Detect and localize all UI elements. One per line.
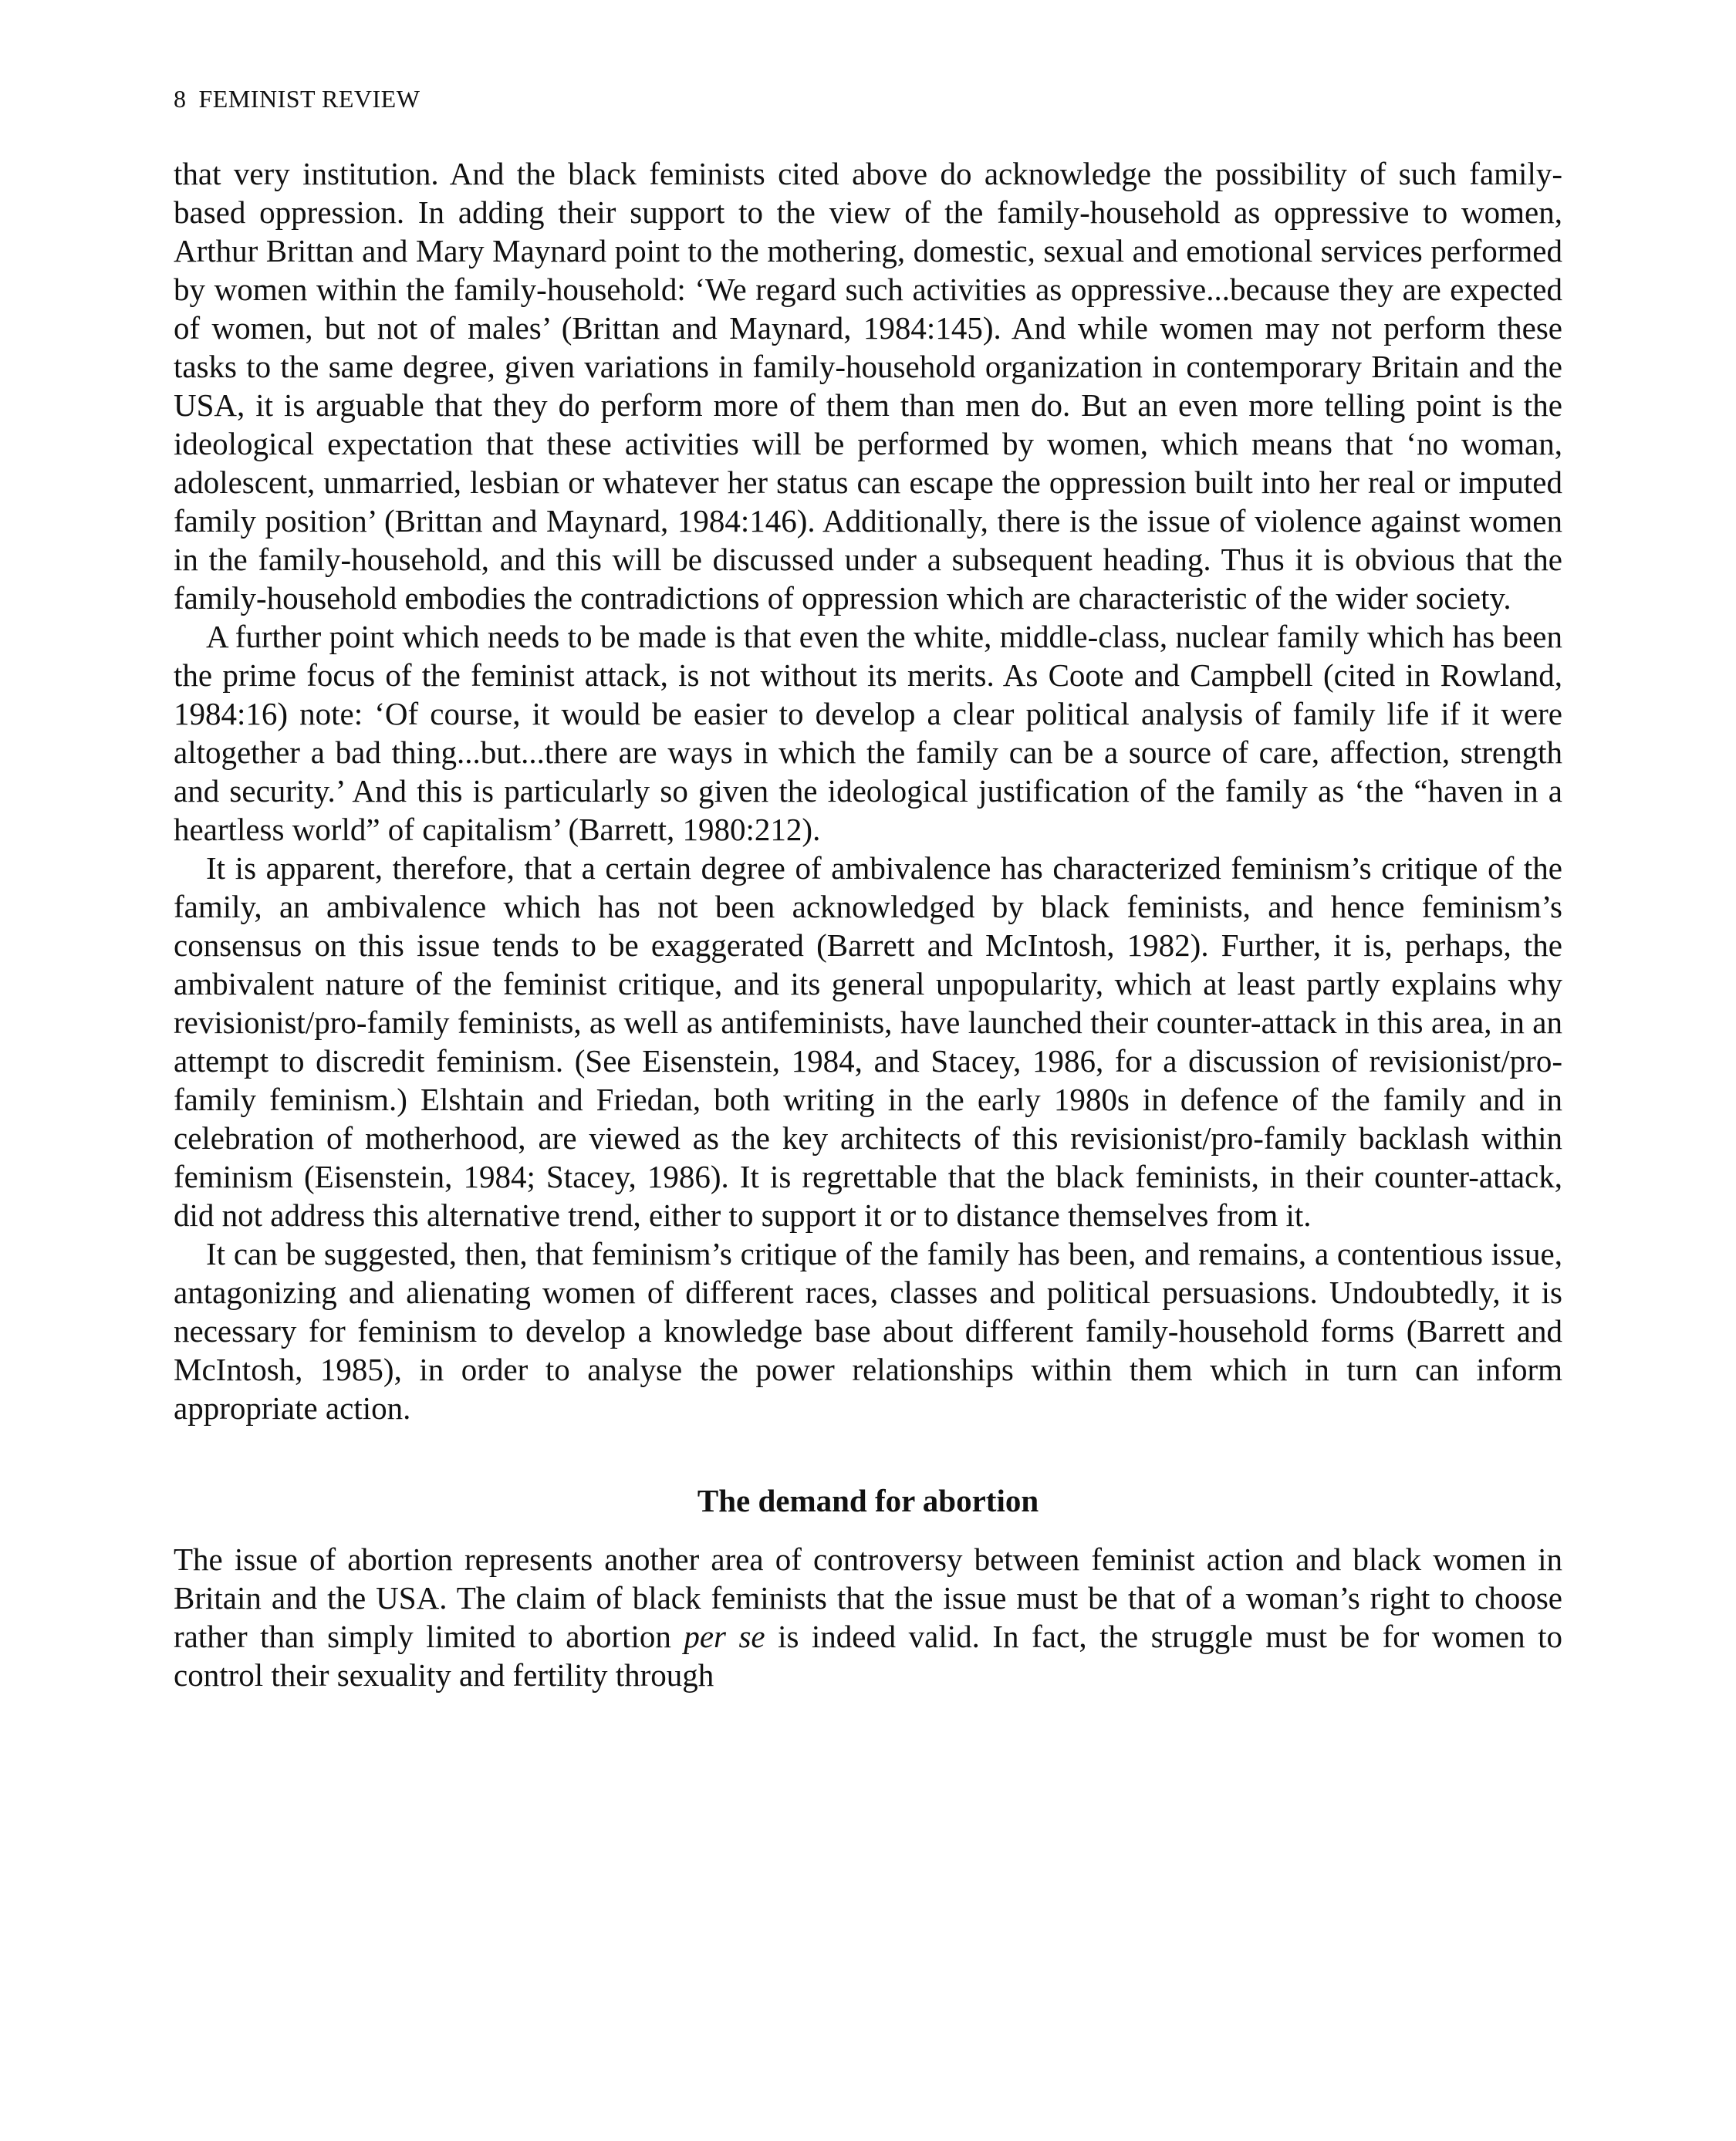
paragraph: It is apparent, therefore, that a certain degree of ambivalence has characterized feminism’s critique of the family, an ambivalence which has not been acknowledged by black feminists, and hence feminism’s consensus on this issue tends to be exaggerated (Barrett and McIntosh, 1982). Further, it is, perhaps, the ambivalent nature of the feminist critique, and its general unpopularity, which at least partly explains why revisionist/pro-family feminists, as well as antifeminists, have launched their counter-attack in this area, in an attempt to discredit feminism. (See Eisenstein, 1984, and Stacey, 1986, for a discussion of revisionist/pro-family feminism.) Elshtain and Friedan, both writing in the early 1980s in defence of the family and in celebration of motherhood, are viewed as the key architects of this revisionist/pro-family backlash within feminism (Eisenstein, 1984; Stacey, 1986). It is regrettable that the black feminists, in their counter-attack, did not address this alternative trend, either to support it or to distance themselves from it. — [174, 850, 1562, 1233]
journal-title: FEMINIST REVIEW — [198, 85, 420, 113]
section-paragraph — [174, 1540, 1562, 1694]
section-heading: The demand for abortion — [697, 1483, 1039, 1518]
text-run: The issue of abortion represents another area of controversy between feminist action and black women in Britain and the USA. The claim of black feminists that the issue must be that of a woman’s right to choose rather than simply limited to abortion — [174, 1542, 1562, 1654]
italic-term: per se — [684, 1619, 765, 1654]
page-number: 8 — [174, 85, 187, 113]
article-body — [174, 154, 1562, 1694]
paragraph: It can be suggested, then, that feminism’s critique of the family has been, and remains, a contentious issue, antagonizing and alienating women of different races, classes and political persuasions. Undoubtedly, it is necessary for feminism to develop a knowledge base about different family-household forms (Barrett and McIntosh, 1985), in order to analyse the power relationships within them which in turn can inform appropriate action. — [174, 1236, 1562, 1426]
text-run: is indeed valid. In fact, the struggle must be for women to control their sexuality and fertility through — [174, 1619, 1562, 1693]
paragraph: A further point which needs to be made is that even the white, middle-class, nuclear family which has been the prime focus of the feminist attack, is not without its merits. As Coote and Campbell (cited in Rowland, 1984:16) note: ‘Of course, it would be easier to develop a clear political analysis of family life if it were altogether a bad thing...but...there are ways in which the family can be a source of care, affection, strength and security.’ And this is particularly so given the ideological justification of the family as ‘the “haven in a heartless world” of capitalism’ (Barrett, 1980:212). — [174, 619, 1562, 847]
running-header — [174, 85, 420, 113]
paragraph: that very institution. And the black feminists cited above do acknowledge the possibility of such family-based oppression. In adding their support to the view of the family-household as oppressive to women, Arthur Brittan and Mary Maynard point to the mothering, domestic, sexual and emotional services performed by women within the family-household: ‘We regard such activities as oppressive...because they are expected of women, but not of males’ (Brittan and Maynard, 1984:145). And while women may not perform these tasks to the same degree, given variations in family-household organization in contemporary Britain and the USA, it is arguable that they do perform more of them than men do. But an even more telling point is the ideological expectation that these activities will be performed by women, which means that ‘no woman, adolescent, unmarried, lesbian or whatever her status can escape the oppression built into her real or imputed family position’ (Brittan and Maynard, 1984:146). Additionally, there is the issue of violence against women in the family-household, and this will be discussed under a subsequent heading. Thus it is obvious that the family-household embodies the contradictions of oppression which are characteristic of the wider society. — [174, 156, 1562, 616]
